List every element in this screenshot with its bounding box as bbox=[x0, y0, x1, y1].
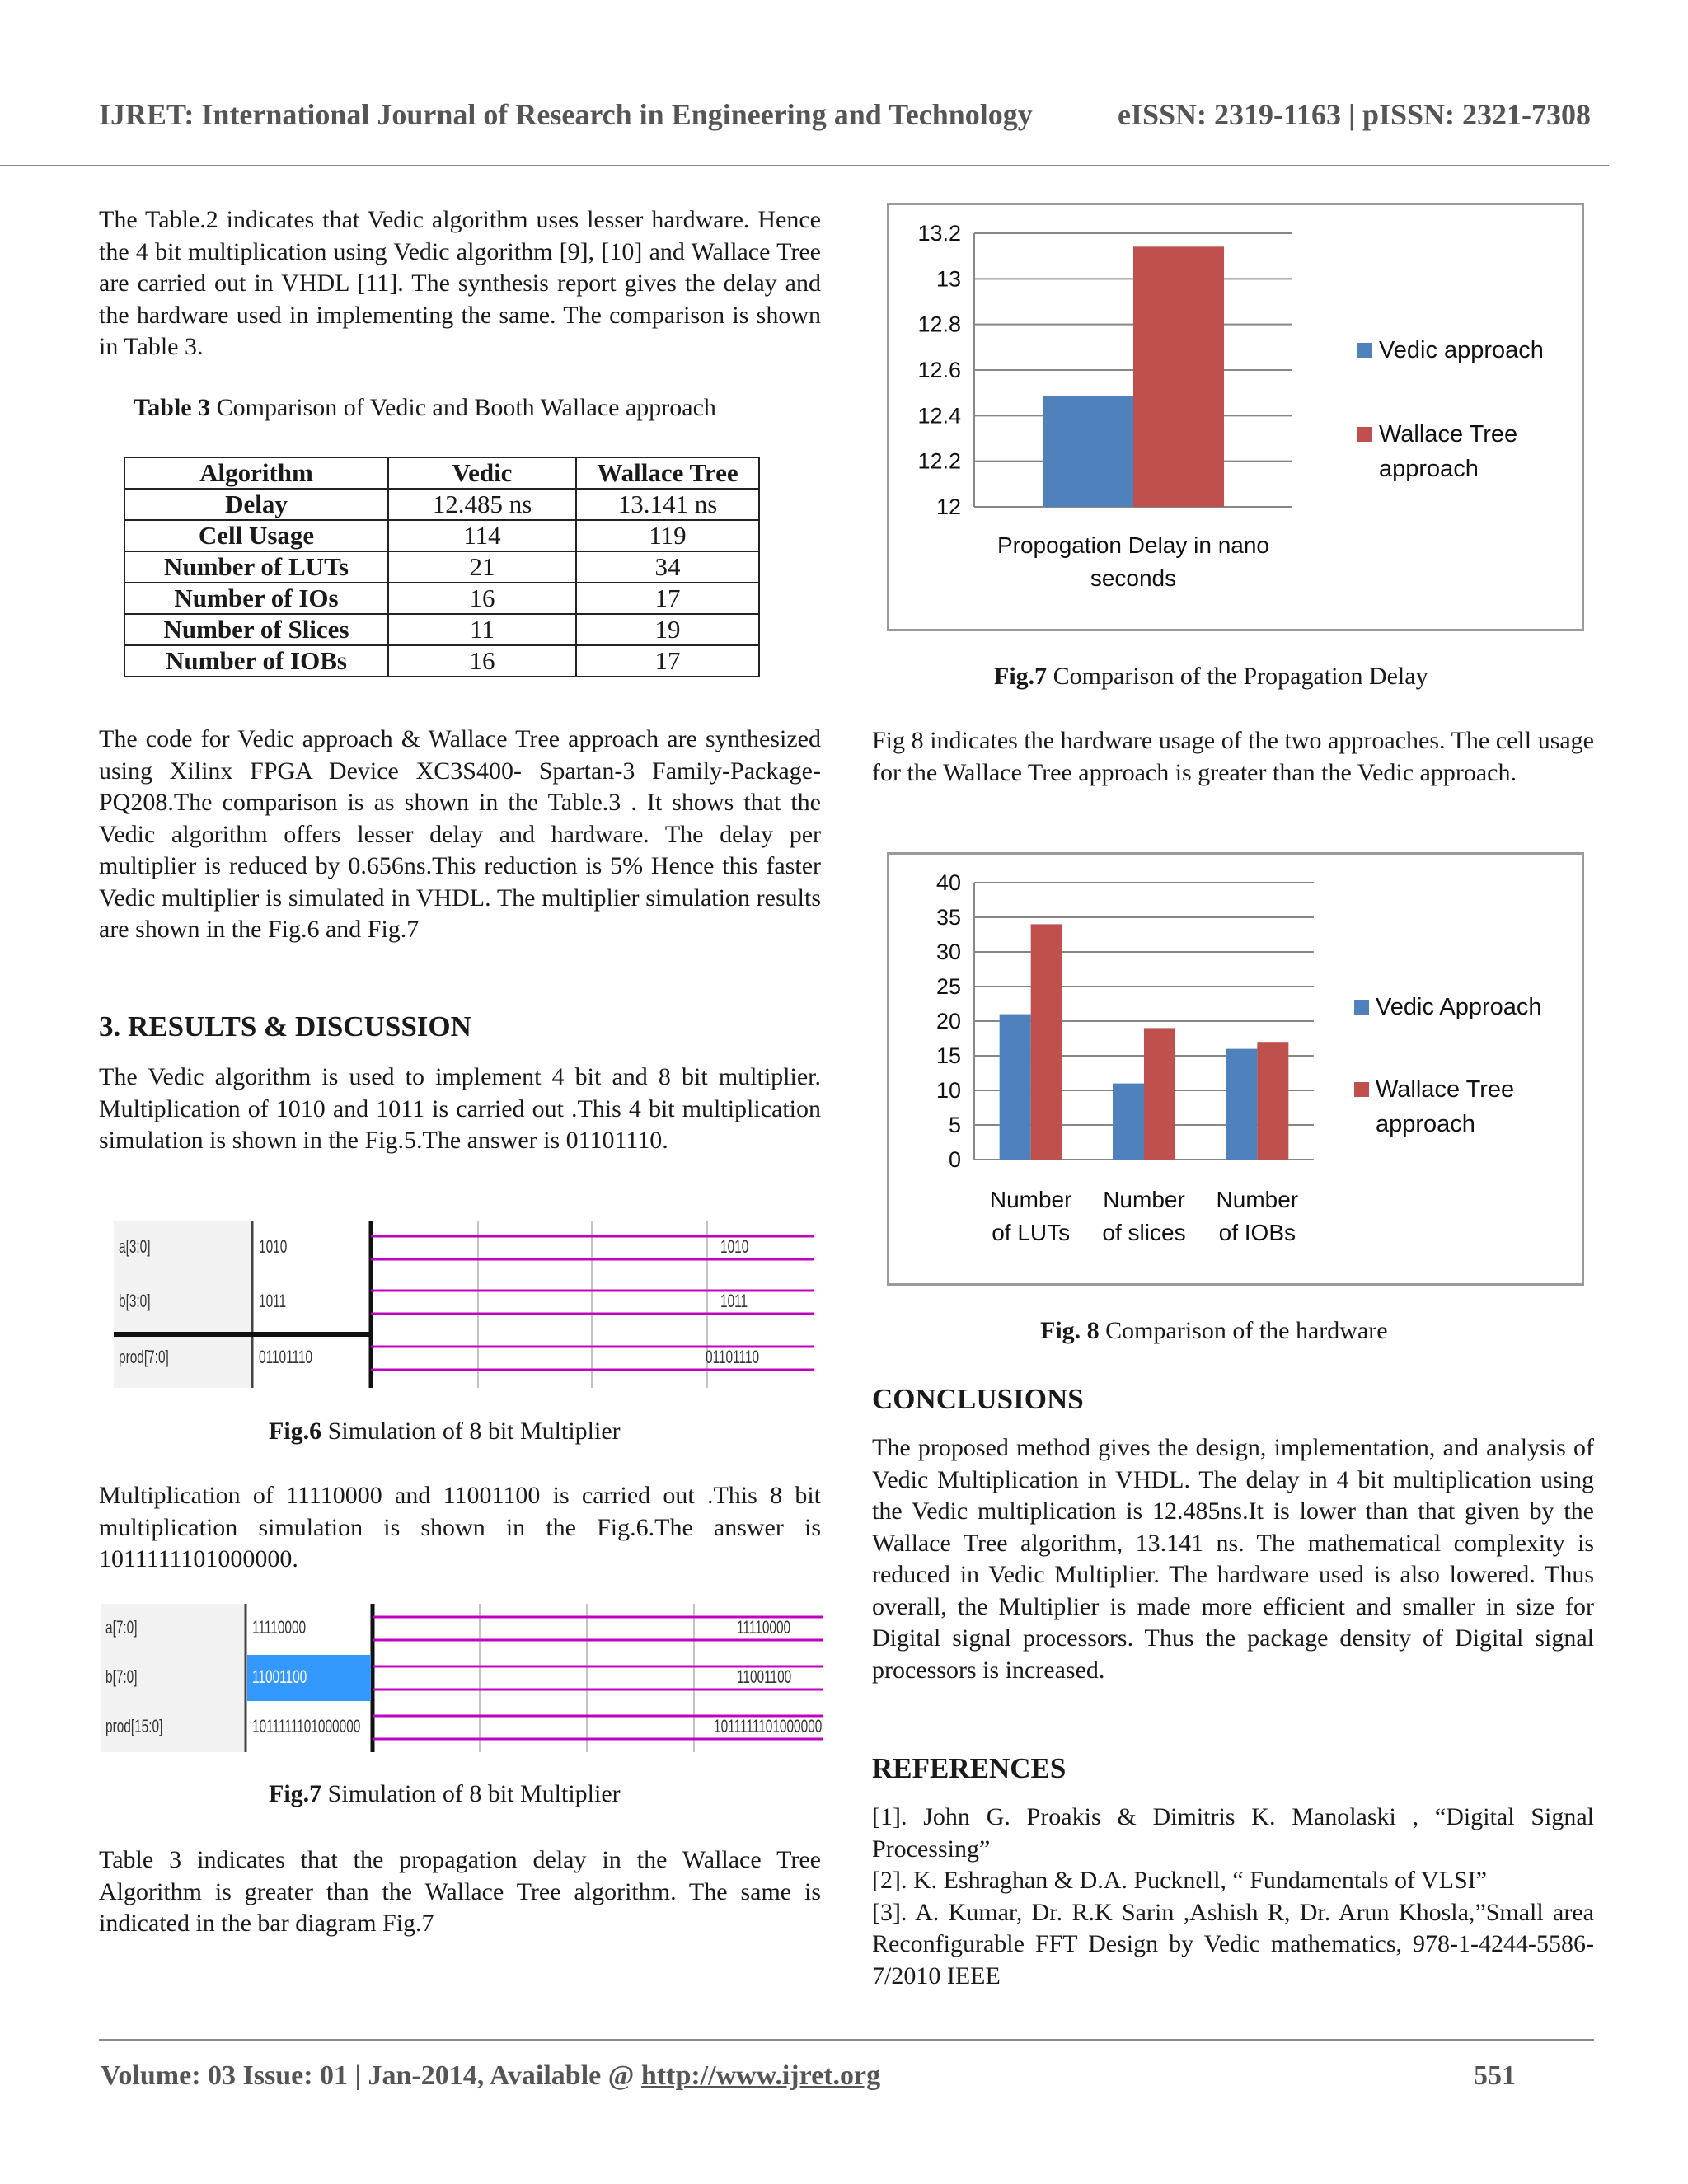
waveform-value: 01101110 bbox=[706, 1347, 760, 1367]
y-tick-label: 13 bbox=[935, 266, 961, 292]
fig7-sim-caption: Fig.7 Simulation of 8 bit Multiplier bbox=[269, 1780, 621, 1807]
delay-chart bbox=[887, 203, 1584, 631]
y-tick-label: 12.2 bbox=[917, 448, 961, 474]
x-category-label: Number bbox=[1103, 1187, 1185, 1212]
signal-value: 1010 bbox=[259, 1236, 288, 1257]
bar-wallace bbox=[1257, 1042, 1288, 1160]
y-tick-label: 25 bbox=[935, 974, 961, 999]
y-tick-label: 30 bbox=[935, 940, 961, 964]
x-category-label: Number bbox=[989, 1187, 1072, 1212]
table-cell: 12.485 ns bbox=[388, 489, 576, 520]
table-cell: 21 bbox=[388, 551, 576, 583]
y-tick-label: 20 bbox=[935, 1009, 961, 1033]
signal-name: prod[15:0] bbox=[106, 1716, 163, 1736]
table-cell: Cell Usage bbox=[124, 520, 388, 551]
signal-name: b[7:0] bbox=[106, 1666, 138, 1687]
legend-label: Vedic approach bbox=[1379, 337, 1544, 363]
simulation-waveform-1 bbox=[114, 1221, 814, 1388]
left-para-2: The code for Vedic approach & Wallace Tree approach are synthesized using Xilinx FPGA Device XC3S400- Spartan-3 Family-Package-PQ208.The comparison is as shown in the Table.3 . It shows that the Vedic algorithm offers lesser delay and hardware. The delay per multiplier is reduced by 0.656ns.This reduction is 5% Hence this faster Vedic multiplier is simulated in VHDL. The multiplier simulation results are shown in the Fig.6 and Fig.7 bbox=[99, 725, 821, 943]
waveform-value: 11110000 bbox=[737, 1617, 791, 1638]
references-heading: REFERENCES bbox=[872, 1752, 1067, 1784]
table-cell: 17 bbox=[576, 583, 759, 614]
simulation-waveform-2 bbox=[101, 1604, 823, 1752]
signal-value: 01101110 bbox=[259, 1347, 313, 1367]
signal-name: b[3:0] bbox=[119, 1291, 151, 1311]
references-list bbox=[872, 1802, 1594, 1992]
table-cell: 13.141 ns bbox=[576, 489, 759, 520]
bar-vedic bbox=[1000, 1015, 1031, 1160]
signal-value: 1011 bbox=[259, 1291, 287, 1311]
running-header bbox=[99, 97, 1591, 132]
x-category-label: of IOBs bbox=[1218, 1220, 1296, 1245]
fig6-caption: Fig.6 Simulation of 8 bit Multiplier bbox=[269, 1418, 621, 1445]
comparison-table bbox=[124, 457, 760, 677]
table-row bbox=[124, 520, 759, 551]
y-tick-label: 35 bbox=[935, 905, 961, 930]
header-rule bbox=[0, 165, 1609, 166]
reference-item: [1]. John G. Proakis & Dimitris K. Manolaski , “Digital Signal Processing” bbox=[872, 1803, 1594, 1863]
waveform-value: 1010 bbox=[720, 1236, 749, 1257]
y-tick-label: 0 bbox=[948, 1147, 961, 1172]
fig7-caption: Fig.7 Comparison of the Propagation Delay bbox=[994, 663, 1428, 690]
table-cell: 34 bbox=[576, 551, 759, 583]
signal-name: a[7:0] bbox=[106, 1617, 138, 1638]
conclusions-heading: CONCLUSIONS bbox=[872, 1383, 1084, 1415]
left-para-1: The Table.2 indicates that Vedic algorithm uses lesser hardware. Hence the 4 bit multiplication using Vedic algorithm [9], [10] and Wallace Tree are carried out in VHDL [11]. The synthesis report gives the delay and the hardware used in implementing the same. The comparison is shown in Table 3. bbox=[99, 206, 821, 360]
bar-vedic bbox=[1043, 396, 1133, 507]
issn: eISSN: 2319-1163 | pISSN: 2321-7308 bbox=[1118, 98, 1591, 131]
table-header-cell: Vedic bbox=[388, 457, 576, 489]
legend-swatch bbox=[1357, 343, 1372, 358]
table-row bbox=[124, 551, 759, 583]
signal-value: 1011111101000000 bbox=[252, 1716, 361, 1736]
reference-item: [2]. K. Eshraghan & D.A. Pucknell, “ Fundamentals of VLSI” bbox=[872, 1867, 1487, 1894]
legend-label: approach bbox=[1376, 1111, 1475, 1137]
table-header-cell: Algorithm bbox=[124, 457, 388, 489]
bar-wallace bbox=[1031, 924, 1062, 1160]
table-row bbox=[124, 583, 759, 614]
y-tick-label: 40 bbox=[935, 870, 961, 895]
y-tick-label: 5 bbox=[948, 1113, 961, 1137]
table3-caption: Table 3 Comparison of Vedic and Booth Wallace approach bbox=[134, 394, 716, 421]
footer bbox=[101, 2060, 880, 2092]
table-cell: 114 bbox=[388, 520, 576, 551]
delay-chart-svg bbox=[889, 205, 1582, 629]
table-header-row bbox=[124, 457, 759, 489]
hardware-chart-svg bbox=[889, 855, 1582, 1283]
waveform-value: 1011 bbox=[720, 1291, 748, 1311]
legend-label: Wallace Tree bbox=[1379, 421, 1518, 448]
right-para-6: Fig 8 indicates the hardware usage of the two approaches. The cell usage for the Wallace Tree approach is greater than the Vedic approach. bbox=[872, 727, 1594, 786]
footer-rule bbox=[99, 2039, 1594, 2041]
journal-link[interactable]: http://www.ijret.org bbox=[640, 2060, 881, 2091]
table-cell: Delay bbox=[124, 489, 388, 520]
table-row bbox=[124, 645, 759, 677]
y-tick-label: 12 bbox=[935, 494, 961, 519]
left-para-3: The Vedic algorithm is used to implement 4 bit and 8 bit multiplier. Multiplication of 1010 and 1011 is carried out .This 4 bit multiplication simulation is shown in the Fig.5.The answer is 01101110. bbox=[99, 1063, 821, 1154]
table-cell: Number of LUTs bbox=[124, 551, 388, 583]
y-tick-label: 12.6 bbox=[917, 358, 961, 382]
x-category-label: Number bbox=[1216, 1187, 1299, 1212]
table-cell: 19 bbox=[576, 614, 759, 645]
signal-value: 11001100 bbox=[252, 1666, 307, 1687]
y-tick-label: 12.8 bbox=[917, 312, 961, 337]
table-cell: 16 bbox=[388, 645, 576, 677]
legend-swatch bbox=[1357, 427, 1372, 442]
row-separator bbox=[114, 1332, 371, 1337]
table-cell: 119 bbox=[576, 520, 759, 551]
fig8-caption: Fig. 8 Comparison of the hardware bbox=[1040, 1317, 1388, 1344]
waveform-value: 11001100 bbox=[737, 1666, 792, 1687]
left-para-4: Multiplication of 11110000 and 11001100 is carried out .This 8 bit multiplication simulation is shown in the Fig.6.The answer is 1011111101000000. bbox=[99, 1482, 821, 1572]
table-cell: Number of IOBs bbox=[124, 645, 388, 677]
x-category-label: seconds bbox=[1090, 565, 1177, 591]
table-cell: Number of IOs bbox=[124, 583, 388, 614]
legend-label: Vedic Approach bbox=[1376, 994, 1542, 1020]
legend-swatch bbox=[1354, 1082, 1369, 1097]
conclusions-text: The proposed method gives the design, implementation, and analysis of Vedic Multiplication in VHDL. The delay in 4 bit multiplication using the Vedic multiplication is 12.485ns.It is lower than that given by the Wallace Tree algorithm, 13.141 ns. The mathematical complexity is reduced in Vedic Multiplier. The hardware used is also lowered. Thus overall, the Multiplier is made more efficient and smaller in size for Digital signal processors. Thus the package density of Digital signal processors is increased. bbox=[872, 1434, 1594, 1684]
page-number: 551 bbox=[1474, 2060, 1516, 2091]
waveform-value: 1011111101000000 bbox=[714, 1716, 823, 1736]
x-category-label: Propogation Delay in nano bbox=[996, 532, 1270, 558]
table-cell: 16 bbox=[388, 583, 576, 614]
table-row bbox=[124, 489, 759, 520]
table-row bbox=[124, 614, 759, 645]
y-tick-label: 12.4 bbox=[917, 403, 961, 429]
y-tick-label: 15 bbox=[935, 1043, 961, 1068]
signal-name: a[3:0] bbox=[119, 1236, 151, 1257]
left-para-5: Table 3 indicates that the propagation delay in the Wallace Tree Algorithm is greater than the Wallace Tree algorithm. The same is indicated in the bar diagram Fig.7 bbox=[99, 1846, 821, 1937]
table-cell: 11 bbox=[388, 614, 576, 645]
signal-name: prod[7:0] bbox=[119, 1347, 169, 1367]
legend-label: approach bbox=[1379, 456, 1479, 482]
x-category-label: of slices bbox=[1102, 1220, 1186, 1245]
reference-item: [3]. A. Kumar, Dr. R.K Sarin ,Ashish R, Dr. Arun Khosla,”Small area Reconfigurable FFT Design by Vedic mathematics, 978-1-4244-5586- 7/2010 IEEE bbox=[872, 1898, 1594, 1990]
legend-label: Wallace Tree bbox=[1376, 1076, 1515, 1103]
y-tick-label: 13.2 bbox=[917, 221, 961, 246]
table-header-cell: Wallace Tree bbox=[576, 457, 759, 489]
footer-text: Volume: 03 Issue: 01 | Jan-2014, Available @ bbox=[101, 2060, 641, 2091]
y-tick-label: 10 bbox=[935, 1078, 961, 1103]
legend-swatch bbox=[1354, 1000, 1369, 1015]
table-cell: Number of Slices bbox=[124, 614, 388, 645]
table-cell: 17 bbox=[576, 645, 759, 677]
bar-wallace bbox=[1133, 246, 1224, 507]
x-category-label: of LUTs bbox=[992, 1220, 1071, 1245]
signal-value: 11110000 bbox=[252, 1617, 307, 1638]
bar-wallace bbox=[1144, 1028, 1175, 1160]
bar-vedic bbox=[1113, 1084, 1144, 1160]
bar-vedic bbox=[1226, 1049, 1257, 1160]
hardware-chart bbox=[887, 852, 1584, 1286]
journal-title: IJRET: International Journal of Research in Engineering and Technology bbox=[99, 98, 1033, 131]
section-3-heading: 3. RESULTS & DISCUSSION bbox=[99, 1010, 471, 1043]
